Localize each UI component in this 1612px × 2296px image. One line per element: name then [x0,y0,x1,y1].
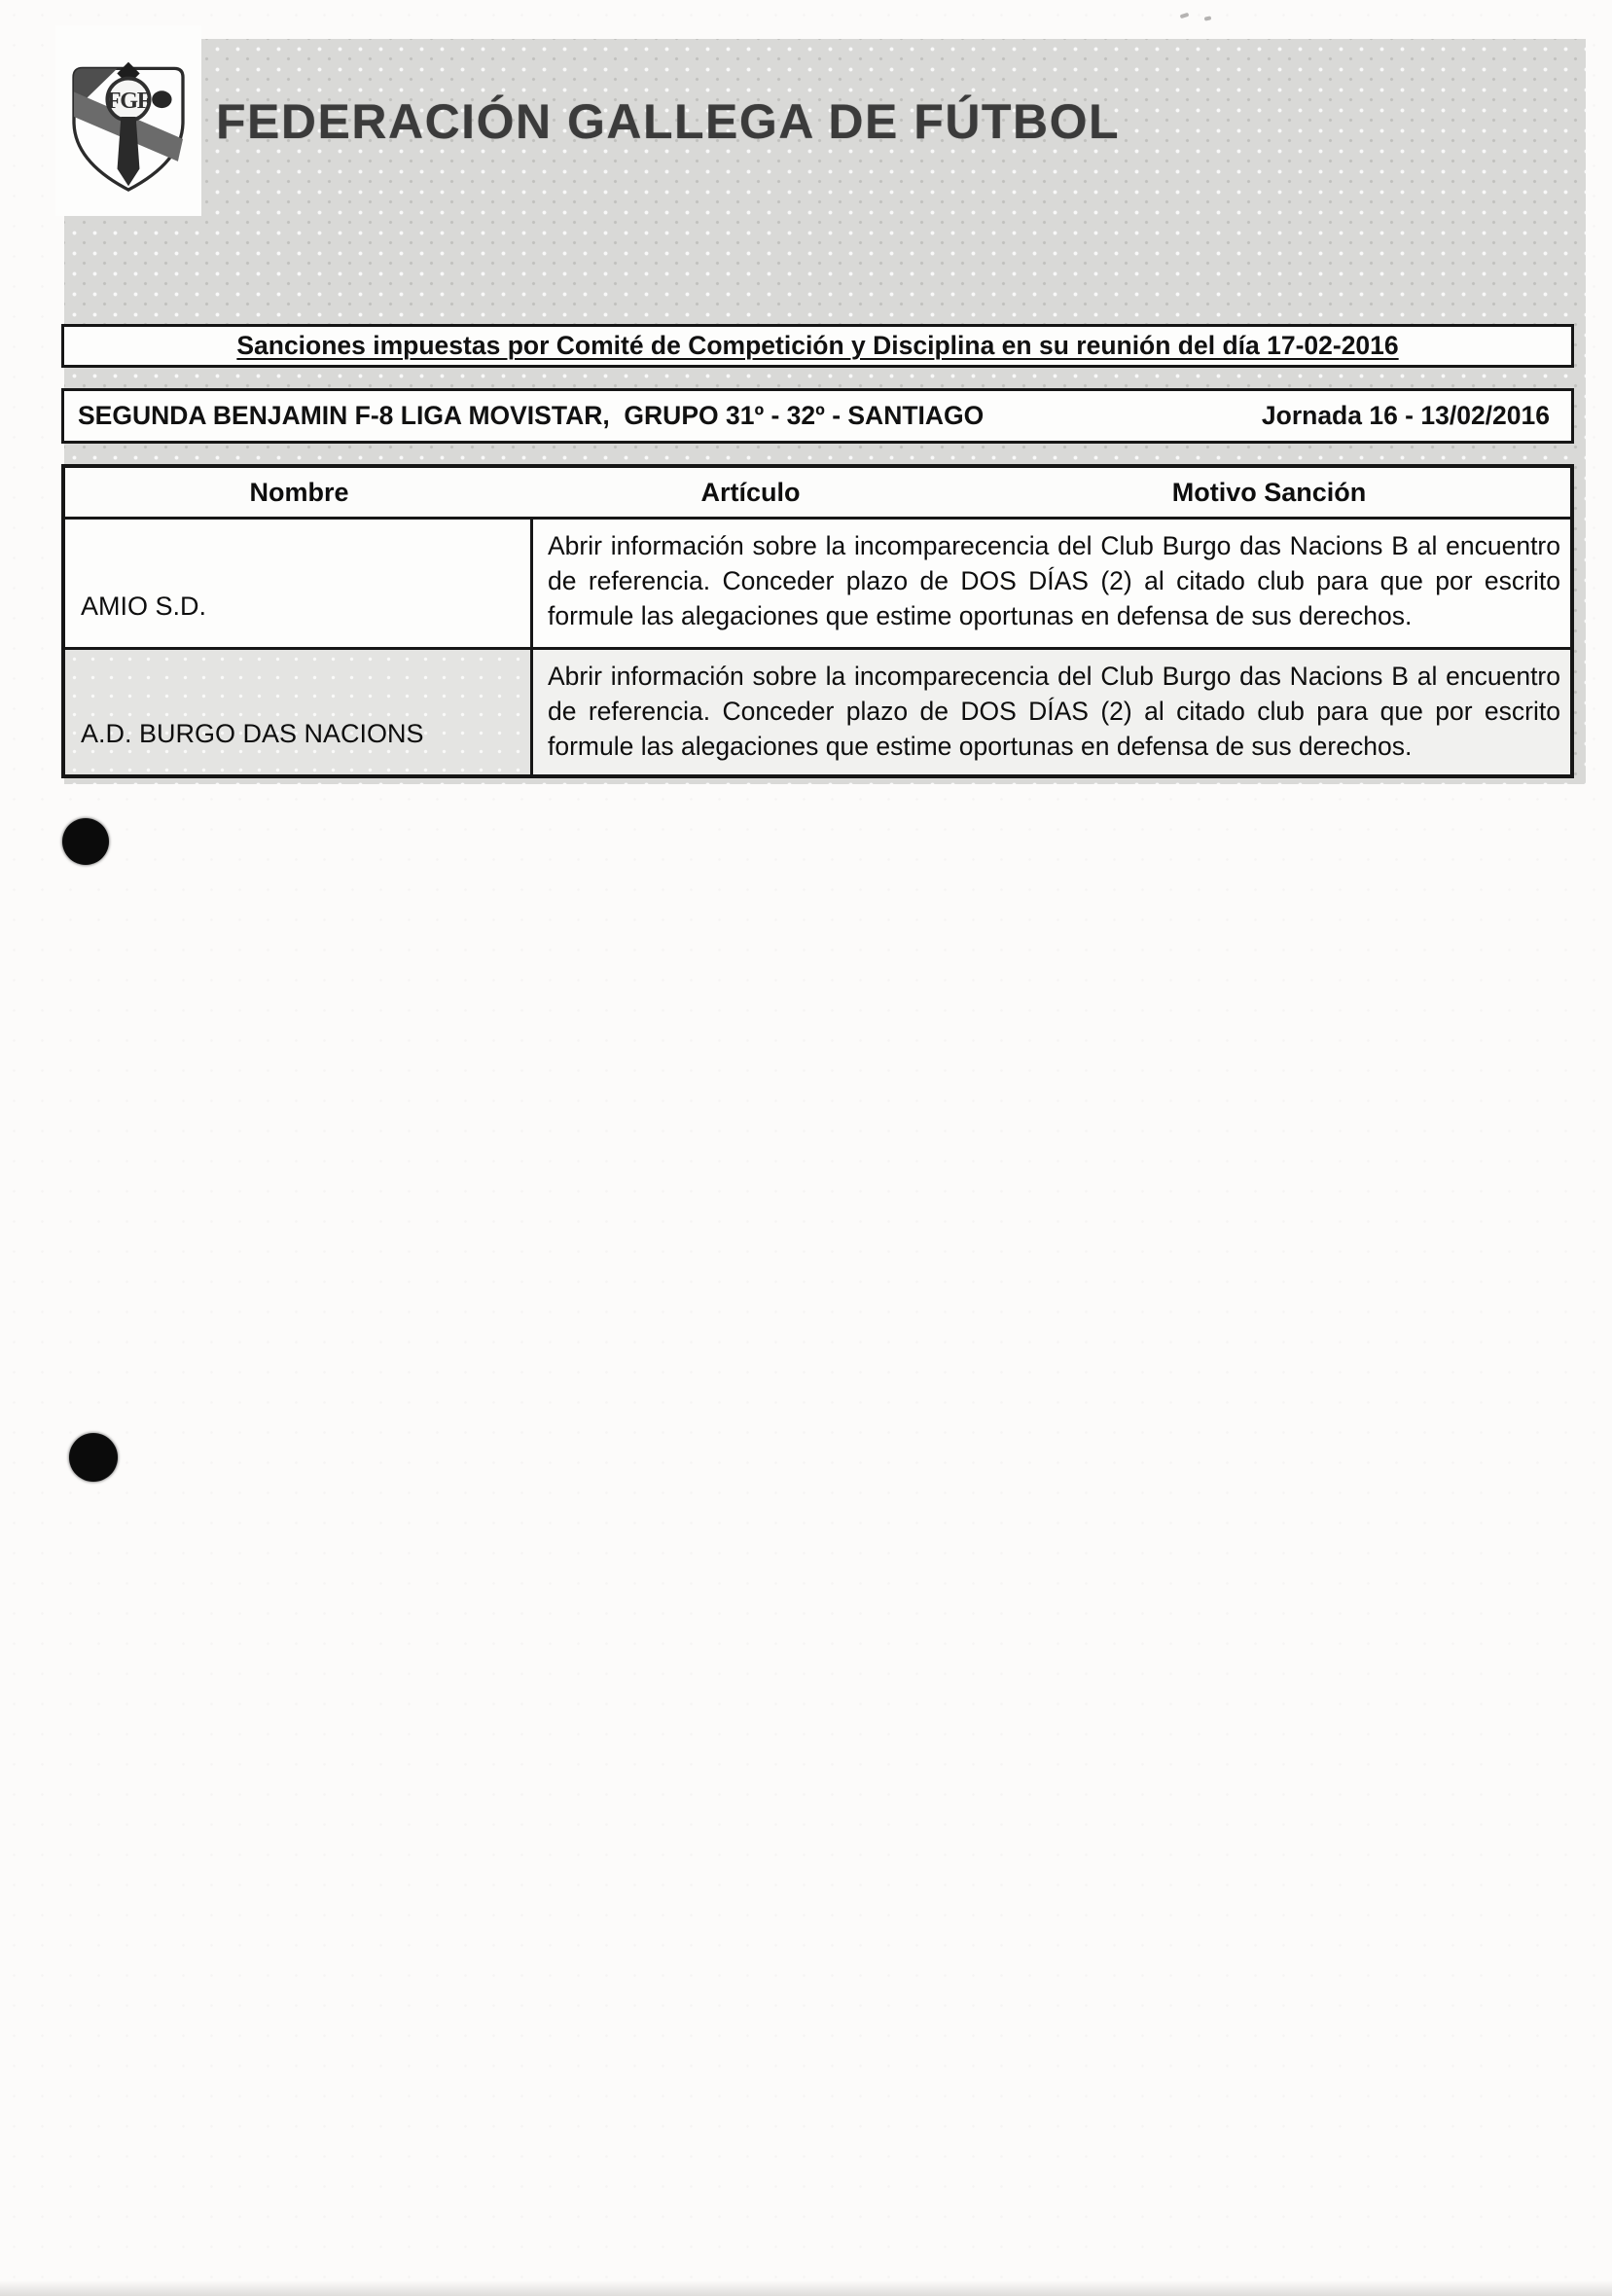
fgf-crest-icon [62,62,195,198]
scan-edge-shadow [0,2280,1612,2296]
punch-hole-mark-top [62,818,109,865]
logo-box [55,25,201,216]
crest-monogram: FGF [106,88,151,115]
punch-hole-mark-bottom [69,1433,118,1482]
scan-artifact-mark [1180,13,1190,19]
org-title: FEDERACIÓN GALLEGA DE FÚTBOL [216,94,1121,149]
sanctions-title-text: Sanciones impuestas por Comité de Competición y Disciplina en su reunión del día 17-02-2016 [236,331,1399,360]
table-header-row [65,468,1570,517]
nombre-cell: AMIO S.D. [65,520,533,647]
table-row-amio [65,517,1570,647]
motivo-cell: Abrir información sobre la incomparecencia del Club Burgo das Nacions B al encuentro de referencia. Conceder plazo de DOS DÍAS (2) al citado club para que por escrito formule las alegaciones que estime oportunas en defensa de sus derechos. [533,650,1570,774]
column-header-nombre: Nombre [249,477,349,507]
column-header-articulo: Artículo [700,477,801,507]
table-row-burgo-das-nacions [65,647,1570,774]
competition-name: SEGUNDA BENJAMIN F-8 LIGA MOVISTAR, GRUPO 31º - 32º - SANTIAGO [78,401,985,430]
jornada-date: Jornada 16 - 13/02/2016 [1261,401,1550,430]
column-header-motivo: Motivo Sanción [1171,477,1367,507]
competition-bar [61,388,1574,444]
nombre-cell: A.D. BURGO DAS NACIONS [65,650,533,774]
sanctions-title-bar [61,324,1574,368]
sanctions-table [61,464,1574,778]
scan-artifact-mark [1204,16,1212,20]
motivo-cell: Abrir información sobre la incomparecencia del Club Burgo das Nacions B al encuentro de referencia. Conceder plazo de DOS DÍAS (2) al citado club para que por escrito formule las alegaciones que estime oportunas en defensa de sus derechos. [548,531,1560,630]
